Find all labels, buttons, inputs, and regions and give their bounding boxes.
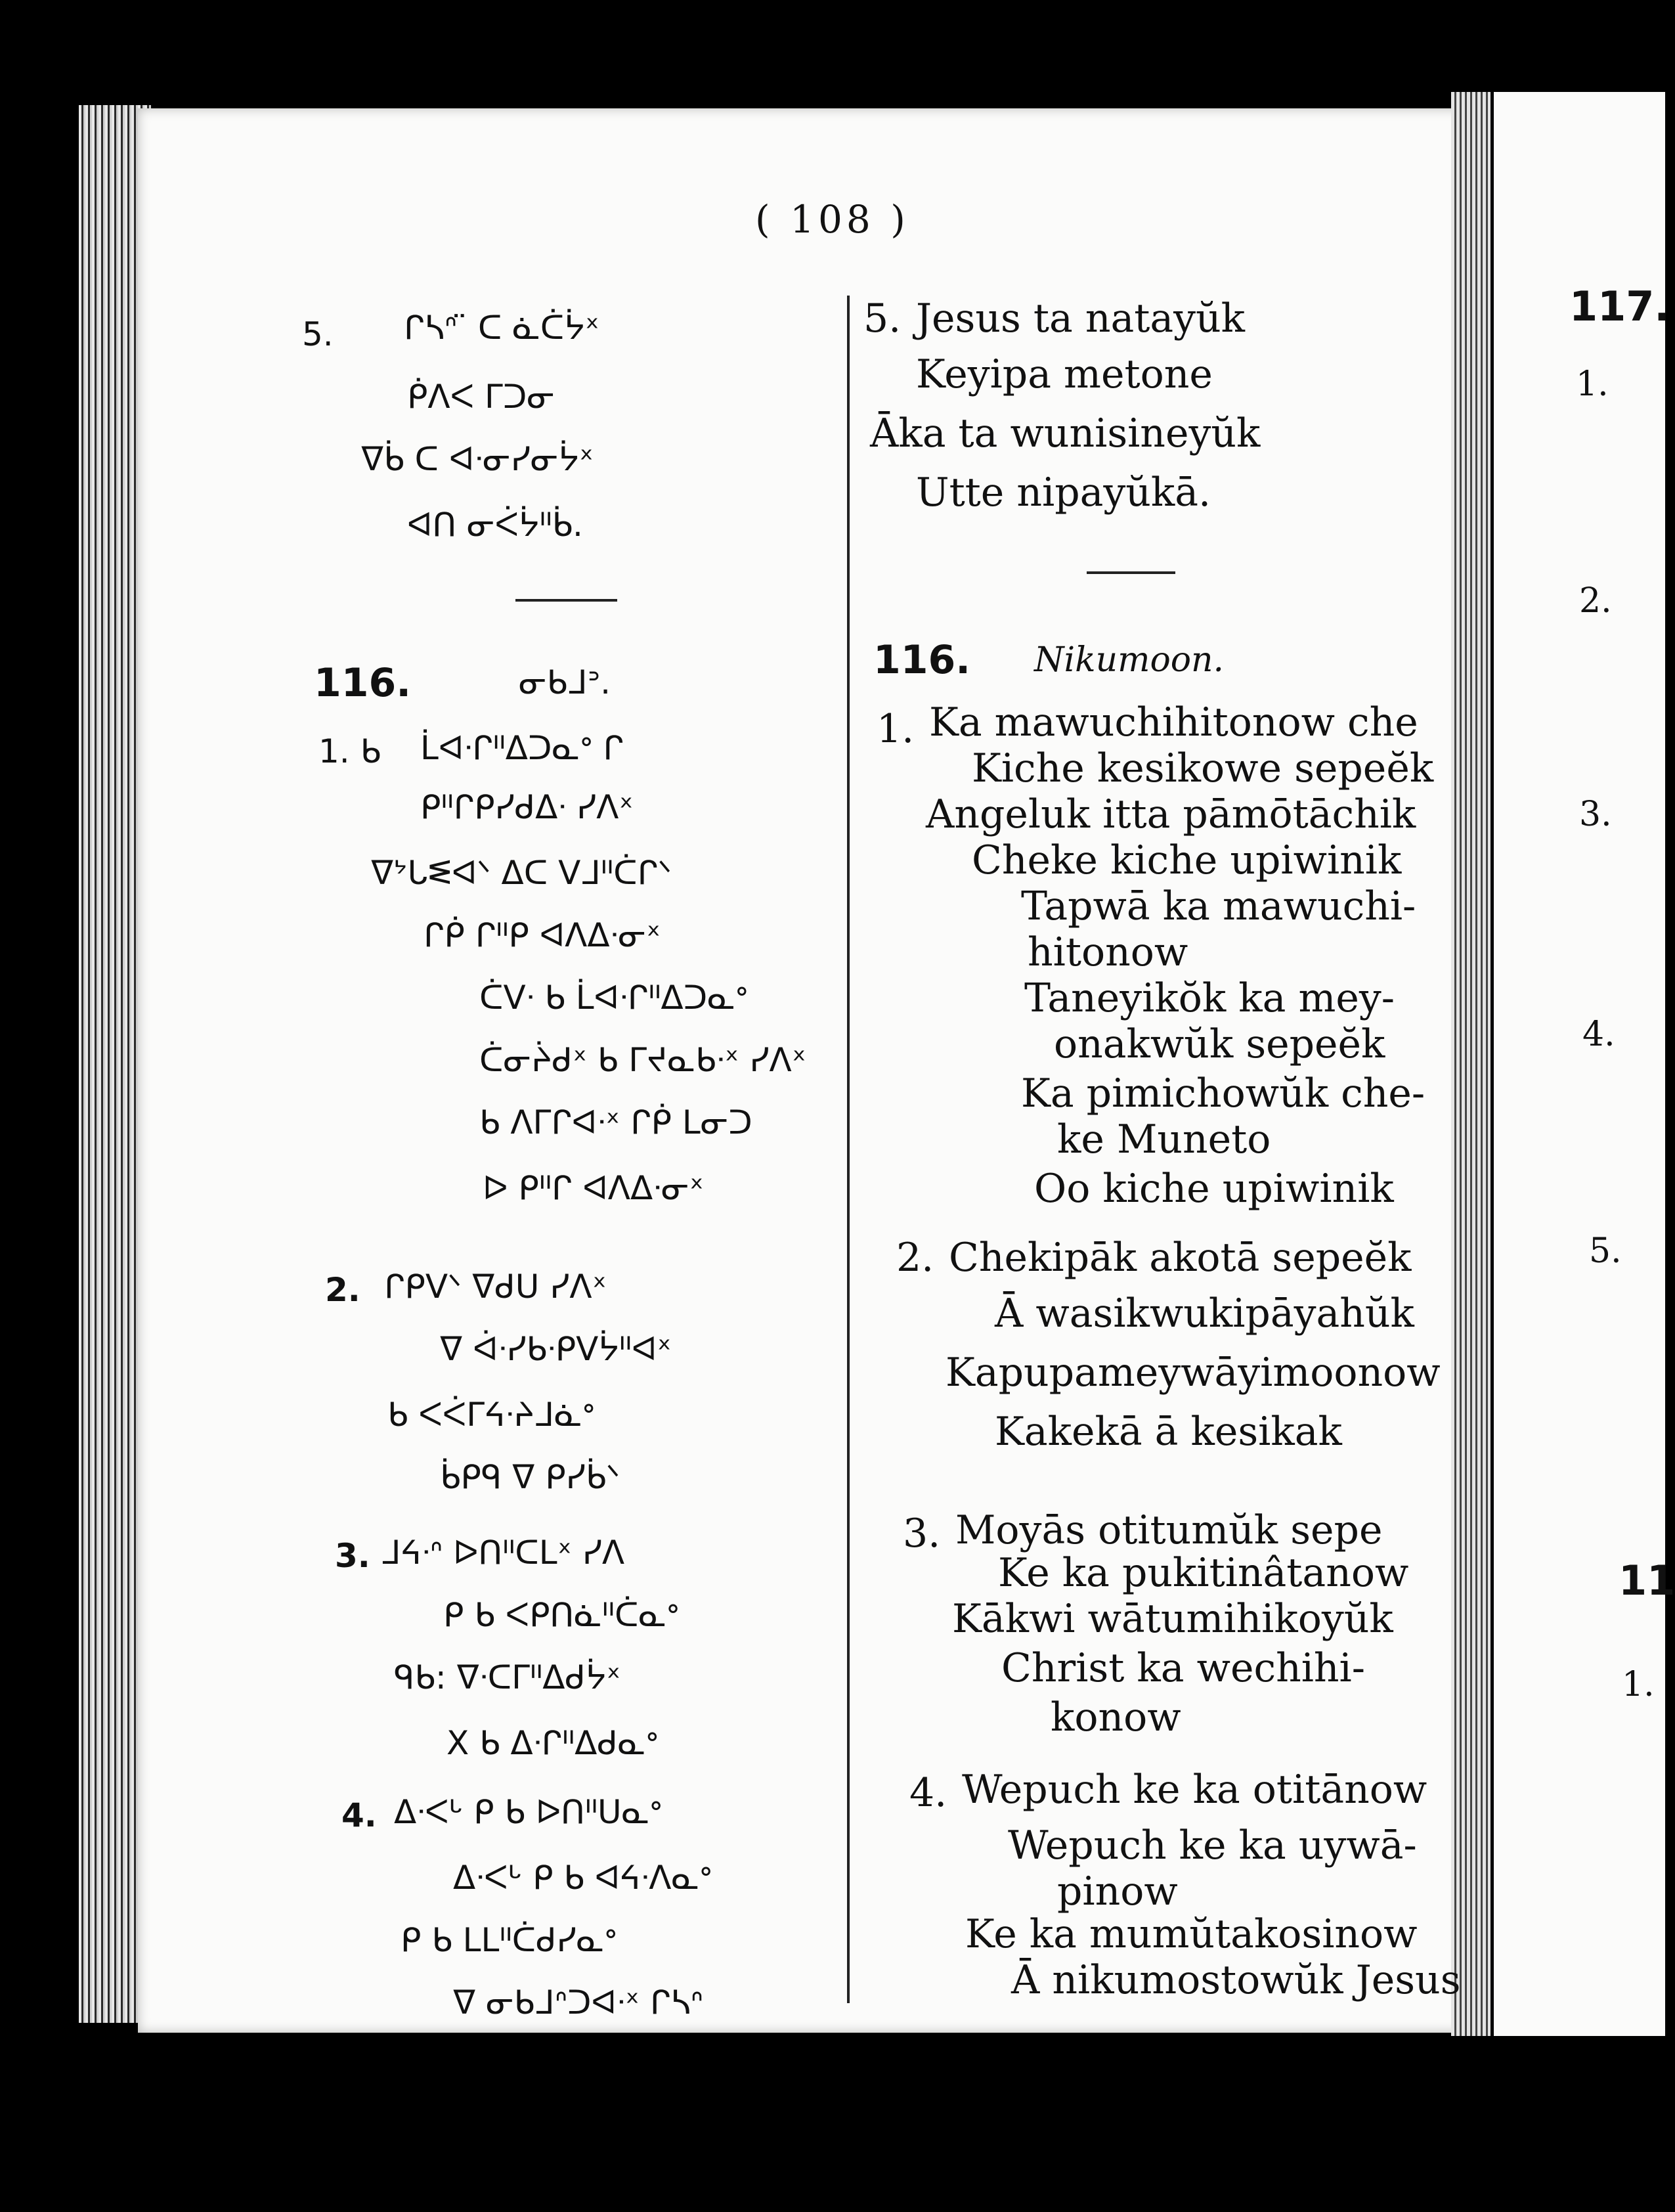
hymn-title: Nikumoon.	[1034, 640, 1225, 680]
right-verse4-line: Wepuch ke ka uywā-	[1008, 1823, 1417, 1869]
right-verse5-line: Jesus ta natayŭk	[916, 296, 1246, 342]
left-verse2-line: ᑳᑭᑫ ᐁ ᑭᓯᑳᐠ	[440, 1458, 620, 1496]
right-verse3-line: konow	[1051, 1694, 1181, 1740]
left-verse5-line: ᐁᑳ ᑕ ᐊᐧᓂᓯᓂᔮˣ	[361, 440, 594, 478]
page-edge	[1451, 92, 1490, 2036]
left-verse5-line: ᒋᓴᐢ ̈ ᑕ ᓈᑖᔮˣ	[404, 309, 599, 347]
left-verse1-number: 1. ᑲ	[318, 732, 381, 770]
left-verse4-line: ᐃᐧᐸᒡ ᑭ ᑲ ᐊᔦᐧᐱᓇᐤ	[453, 1859, 712, 1897]
right-verse1-line: ke Muneto	[1057, 1117, 1271, 1162]
right-verse2-line: Kakekā ā kesikak	[995, 1409, 1342, 1455]
right-verse3-number: 3.	[903, 1511, 941, 1557]
left-verse4-line: ᐁ ᓂᑲᒧᐢᑐᐊᐧˣ ᒋᓴᐢ	[453, 1983, 703, 2022]
right-verse2-line: Ā wasikwukipāyahŭk	[995, 1291, 1414, 1337]
left-verse1-line: ᑖᓂᔩᑯˣ ᑲ ᒥᔪᓇᑲᐧˣ ᓯᐱˣ	[479, 1041, 806, 1079]
right-verse1-line: Oo kiche upiwinik	[1034, 1166, 1394, 1212]
section-rule	[1087, 571, 1175, 574]
next-page-fragment: 117.	[1569, 282, 1670, 330]
column-divider	[847, 296, 850, 2003]
right-verse2-number: 2.	[896, 1235, 934, 1281]
right-verse1-line: Taneyikŏk ka mey-	[1024, 975, 1395, 1021]
right-verse3-line: Kākwi wātumihikoyŭk	[952, 1596, 1393, 1642]
left-verse1-line: ᐅ ᑭᐦᒋ ᐊᐱᐃᐧᓂˣ	[483, 1169, 704, 1207]
right-verse1-line: Ka pimichowŭk che-	[1021, 1071, 1425, 1117]
right-verse4-line: Ke ka mumŭtakosinow	[965, 1911, 1418, 1957]
next-page-fragment: 3.	[1579, 795, 1612, 834]
right-verse1-line: Angeluk itta pāmōtāchik	[926, 791, 1416, 837]
left-verse3-line: X ᑲ ᐃᐧᒋᐦᐃᑯᓇᐤ	[446, 1724, 659, 1762]
section-rule	[515, 599, 617, 602]
right-verse4-line: Wepuch ke ka otitānow	[962, 1767, 1427, 1813]
next-page-fragment: 1.	[1622, 1665, 1655, 1704]
left-verse5-line: ᐊᑎ ᓂᐹᔮᐦᑳ.	[407, 506, 583, 544]
right-verse3-line: Moyās otitumŭk sepe	[955, 1507, 1383, 1553]
left-verse2-line: ᐁ ᐋᐧᓯᑲᐧᑭᐯᔮᐦᐊˣ	[440, 1330, 672, 1368]
right-verse1-line: Tapwā ka mawuchi-	[1021, 883, 1416, 929]
left-verse1-line: ᑭᐦᒋᑭᓯᑯᐃᐧ ᓯᐱˣ	[420, 788, 634, 826]
right-verse1-line: Cheke kiche upiwinik	[972, 837, 1402, 883]
right-verse1-line: Kiche kesikowe sepeĕk	[972, 745, 1434, 791]
left-verse3-line: ᑭ ᑲ ᐸᑭᑎᓈᐦᑖᓇᐤ	[443, 1596, 680, 1634]
right-verse1-line: onakwŭk sepeĕk	[1054, 1021, 1385, 1067]
right-verse5-line: Utte nipayŭkā.	[916, 470, 1211, 516]
left-verse5-line: ᑮᐱᐸ ᒥᑐᓂ	[407, 378, 555, 416]
next-page-fragment: 2.	[1579, 581, 1612, 621]
right-verse5-line: Āka ta wunisineyŭk	[870, 410, 1261, 456]
right-verse1-number: 1.	[877, 706, 915, 752]
left-verse3-line: ᒧᔦᐧᐢ ᐅᑎᐦᑕᒪˣ ᓯᐱ	[381, 1534, 625, 1572]
right-verse1-line: hitonow	[1028, 929, 1188, 975]
next-page-fragment: 4.	[1582, 1015, 1615, 1054]
left-verse5-number: 5.	[302, 315, 334, 353]
left-verse3-number: 3.	[335, 1537, 370, 1575]
hymn-title: ᓂᑲᒧᐣ.	[519, 663, 611, 701]
left-verse4-line: ᐃᐧᐸᒡ ᑭ ᑲ ᐅᑎᐦᑌᓇᐤ	[394, 1793, 663, 1831]
right-verse4-line: Ā nikumostowŭk Jesus	[1011, 1957, 1461, 2003]
right-verse1-line: Ka mawuchihitonow che	[929, 699, 1418, 745]
next-page-fragment: 1.	[1576, 365, 1609, 404]
right-verse2-line: Chekipāk akotā sepeĕk	[949, 1235, 1412, 1281]
left-verse2-line: ᑲ ᐸᐹᒥᔦᐧᔨᒧᓈᐤ	[387, 1396, 596, 1434]
hymn-number: 116.	[314, 660, 412, 706]
right-verse2-line: Kapupameywāyimoonow	[946, 1350, 1441, 1396]
right-verse3-line: Christ ka wechihi-	[1001, 1645, 1366, 1691]
left-verse1-line: ᑖᐯᐧ ᑲ ᒫᐊᐧᒋᐦᐃᑐᓇᐤ	[479, 979, 749, 1017]
hymn-number: 116.	[873, 637, 971, 683]
right-verse5-number: 5.	[863, 296, 902, 342]
right-verse4-line: pinow	[1057, 1869, 1178, 1914]
left-verse3-line: ᑫᑲ: ᐁᐧᑕᒥᐦᐃᑯᔮˣ	[394, 1658, 621, 1696]
right-verse5-line: Keyipa metone	[916, 351, 1213, 397]
left-verse2-number: 2.	[325, 1271, 360, 1309]
left-verse1-line: ᒫᐊᐧᒋᐦᐃᑐᓇᐤ ᒋ	[420, 729, 624, 767]
page-number: ( 108 )	[755, 197, 909, 242]
left-verse4-line: ᑭ ᑲ ᒪᒪᐦᑖᑯᓯᓇᐤ	[401, 1921, 617, 1959]
right-verse3-line: Ke ka pukitinâtanow	[998, 1550, 1409, 1596]
next-page-fragment: 11	[1619, 1557, 1675, 1604]
left-verse1-line: ᒋᑮ ᒋᐦᑭ ᐊᐱᐃᐧᓂˣ	[424, 916, 661, 954]
left-verse1-line: ᐁᔾᒐᓬᐊᐠ ᐃᑕ ᐯᒧᐦᑖᒋᐠ	[371, 854, 672, 892]
right-verse4-number: 4.	[909, 1770, 947, 1816]
next-page-fragment: 5.	[1589, 1231, 1622, 1271]
left-verse4-number: 4.	[341, 1796, 377, 1834]
left-verse1-line: ᑲ ᐱᒥᒋᐊᐧˣ ᒋᑮ ᒪᓂᑐ	[479, 1103, 752, 1141]
left-verse2-line: ᒋᑭᐯᐠ ᐁᑯᑌ ᓯᐱˣ	[384, 1268, 607, 1306]
